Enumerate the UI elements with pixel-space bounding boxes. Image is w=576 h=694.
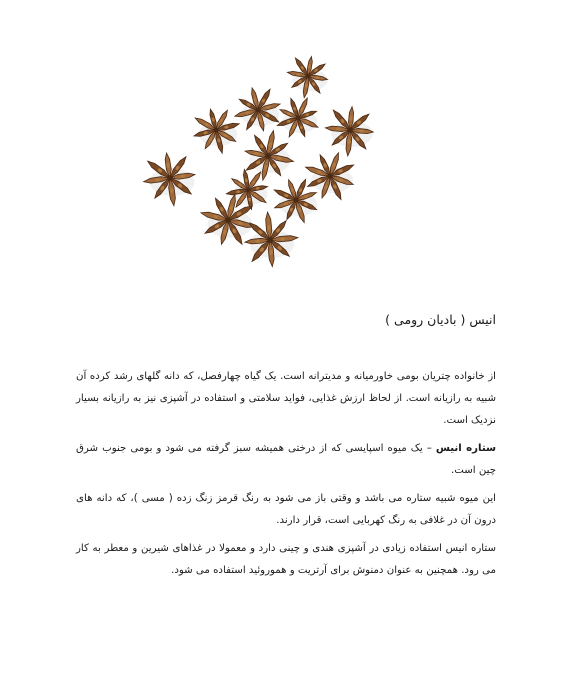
paragraph-intro-text: از خانواده چتریان بومی خاورمیانه و مدیترانه است. یک گیاه چهارفصل، که دانه گلهای رشد کرده آن شبیه به رازیانه است. از لحاظ ارزش غذایی، فواید سلامتی و استفاده در آشپزی نیز به رازیانه بسیار نزدیک است. <box>76 371 496 426</box>
star-anise-pod <box>325 107 373 156</box>
document-title: انیس ( بادیان رومی ) <box>385 312 496 327</box>
paragraph-intro <box>76 366 496 432</box>
star-anise-pod <box>245 212 298 266</box>
star-anise-photo <box>130 48 386 272</box>
paragraph-star-anise-text: – یک میوه اسپایسی که از درختی همیشه سبز گرفته می شود و بومی جنوب شرق چین است. <box>76 443 496 476</box>
star-anise-pod <box>194 109 239 153</box>
star-anise-pod <box>287 57 327 98</box>
paragraph-fruit <box>76 488 496 532</box>
star-anise-pod <box>245 131 293 181</box>
paragraph-star-anise <box>76 438 496 482</box>
star-anise-pod <box>235 88 280 131</box>
star-anise-pod <box>277 98 318 137</box>
paragraph-bold-lead: ستاره انیس <box>435 443 496 454</box>
paragraph-fruit-text: این میوه شبیه ستاره می باشد و وقتی باز می شود به رنگ قرمز زنگ زده ( مسی )، که دانه های درون آن در غلافی به رنگ کهربایی است، قرار دارند. <box>76 493 496 526</box>
paragraph-usage-text: ستاره انیس استفاده زیادی در آشپزی هندی و چینی دارد و معمولا در غذاهای شیرین و معطر به کار می رود. همچنین به عنوان دمنوش برای آرتریت و هموروئید استفاده می شود. <box>76 543 496 576</box>
paragraph-usage <box>76 538 496 582</box>
star-anise-pod <box>144 153 195 206</box>
document-content <box>76 310 496 588</box>
